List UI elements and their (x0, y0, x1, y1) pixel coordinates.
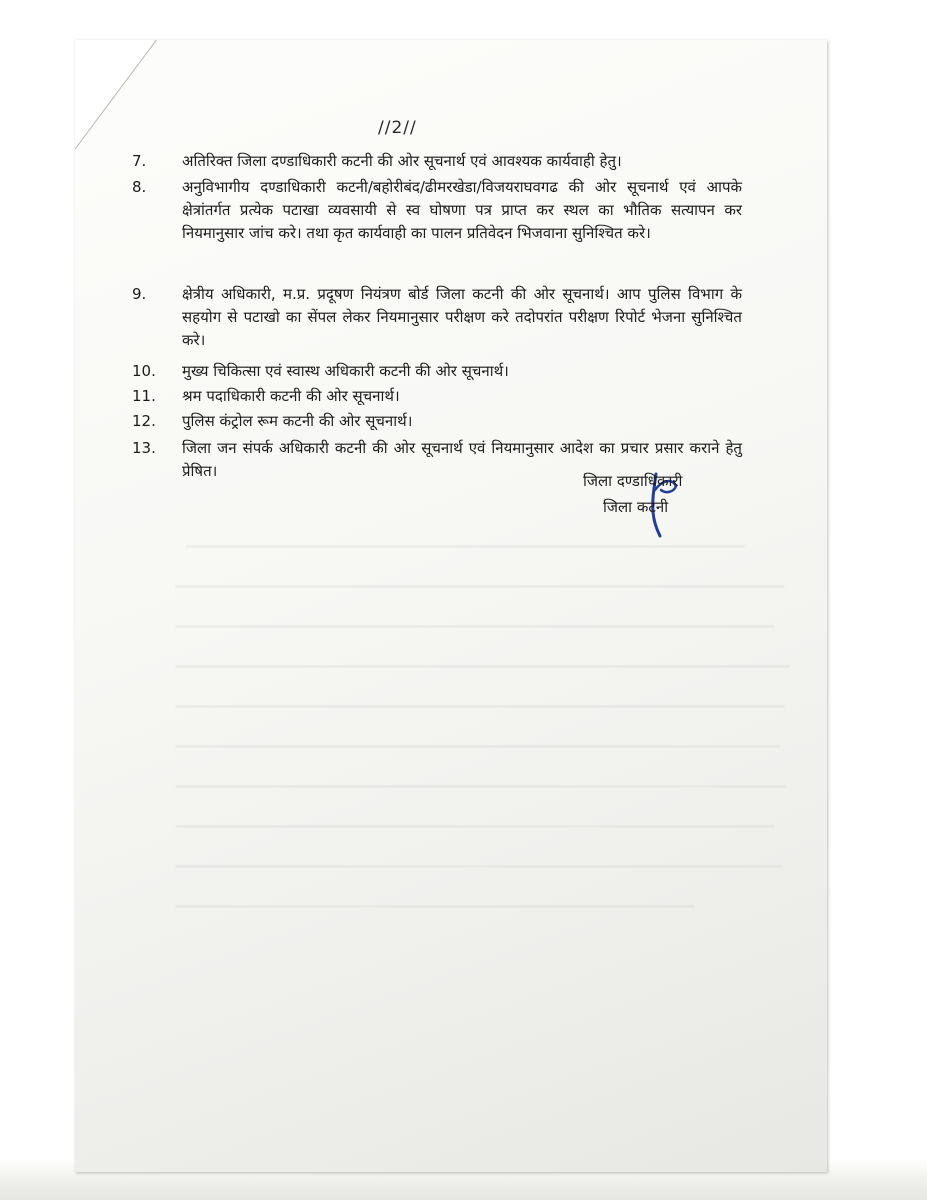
list-item (132, 385, 742, 408)
signatory-designation: जिला दण्डाधिकारी (583, 472, 683, 490)
item-text: श्रम पदाधिकारी कटनी की ओर सूचनार्थ। (182, 387, 400, 405)
item-number: 12. (132, 412, 156, 430)
item-number: 8. (132, 178, 147, 196)
show-through-line (185, 545, 745, 548)
item-text: जिला जन संपर्क अधिकारी कटनी की ओर सूचनार्थ एवं नियमानुसार आदेश का प्रचार प्रसार कराने हेतु प्रेषित। (182, 439, 742, 480)
item-number: 7. (132, 152, 147, 170)
show-through-line (175, 785, 787, 788)
show-through-line (175, 665, 790, 668)
list-item (132, 176, 742, 245)
show-through-line (175, 745, 780, 748)
item-text: अतिरिक्त जिला दण्डाधिकारी कटनी की ओर सूचनार्थ एवं आवश्यक कार्यवाही हेतु। (182, 152, 622, 170)
item-number: 10. (132, 362, 156, 380)
item-number: 11. (132, 387, 156, 405)
item-text: पुलिस कंट्रोल रूम कटनी की ओर सूचनार्थ। (182, 412, 413, 430)
item-number: 9. (132, 285, 147, 303)
list-item (132, 150, 742, 173)
item-text: मुख्य चिकित्सा एवं स्वास्थ अधिकारी कटनी की ओर सूचनार्थ। (182, 362, 509, 380)
show-through-line (175, 705, 785, 708)
list-item (132, 360, 742, 383)
item-text: अनुविभागीय दण्डाधिकारी कटनी/बहोरीबंद/ढीमरखेडा/विजयराघवगढ की ओर सूचनार्थ एवं आपके क्षेत्रांतर्गत प्रत्येक पटाखा व्यवसायी से स्व घोषणा पत्र प्राप्त कर स्थल का भौतिक सत्यापन कर नियमानुसार जांच करे। तथा कृत कार्यवाही का पालन प्रतिवेदन भिजवाना सुनिश्चित करे। (182, 178, 742, 242)
item-number: 13. (132, 439, 156, 457)
signature-block (583, 468, 713, 520)
show-through-line (175, 905, 695, 908)
list-item (132, 283, 742, 352)
show-through-line (175, 585, 785, 588)
item-text: क्षेत्रीय अधिकारी, म.प्र. प्रदूषण नियंत्रण बोर्ड जिला कटनी की ओर सूचनार्थ। आप पुलिस विभाग के सहयोग से पटाखो का सेंपल लेकर नियमानुसार परीक्षण करे तदोपरांत परीक्षण रिपोर्ट भेजना सुनिश्चित करे। (182, 285, 742, 349)
signatory-district: जिला कटनी (603, 498, 669, 516)
page-number: //2// (378, 118, 417, 138)
show-through-line (175, 865, 783, 868)
show-through-line (175, 825, 775, 828)
show-through-line (175, 625, 775, 628)
